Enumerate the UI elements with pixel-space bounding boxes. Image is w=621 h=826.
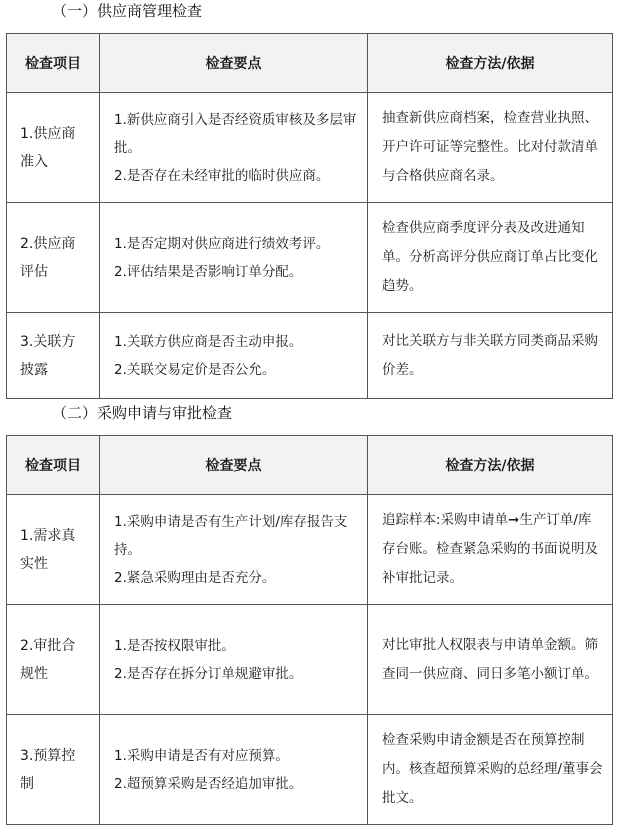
table-row: [7, 93, 613, 203]
method-cell: 对比审批人权限表与申请单金额。筛查同一供应商、同日多笔小额订单。: [368, 605, 613, 715]
method-cell: 检查供应商季度评分表及改进通知单。分析高评分供应商订单占比变化趋势。: [368, 203, 613, 313]
method-cell: 检查采购申请金额是否在预算控制内。核查超预算采购的总经理/董事会批文。: [368, 715, 613, 825]
point-line: 2.是否存在拆分订单规避审批。: [114, 665, 303, 682]
point-line: 1.采购申请是否有对应预算。: [114, 747, 289, 764]
header-method: 检查方法/依据: [368, 34, 613, 93]
header-item: 检查项目: [7, 34, 100, 93]
point-line: 2.紧急采购理由是否充分。: [114, 569, 276, 586]
item-cell: 3.关联方披露: [7, 313, 100, 399]
item-cell: 1.供应商准入: [7, 93, 100, 203]
header-points: 检查要点: [100, 436, 368, 495]
header-points: 检查要点: [100, 34, 368, 93]
point-line: 1.新供应商引入是否经资质审核及多层审批。: [114, 111, 357, 156]
table-header-row: [7, 34, 613, 93]
points-cell: [100, 605, 368, 715]
table-row: [7, 203, 613, 313]
purchase-check-table: [6, 435, 613, 825]
table-row: [7, 495, 613, 605]
header-method: 检查方法/依据: [368, 436, 613, 495]
points-cell: [100, 93, 368, 203]
section-title-2: （二）采购申请与审批检查: [52, 404, 233, 422]
method-cell: 追踪样本:采购申请单➞生产订单/库存台账。检查紧急采购的书面说明及补审批记录。: [368, 495, 613, 605]
header-item: 检查项目: [7, 436, 100, 495]
point-line: 2.超预算采购是否经追加审批。: [114, 775, 303, 792]
point-line: 1.是否按权限审批。: [114, 637, 235, 654]
section-title-1: （一）供应商管理检查: [52, 2, 203, 20]
points-cell: [100, 495, 368, 605]
table-row: [7, 605, 613, 715]
point-line: 1.采购申请是否有生产计划/库存报告支持。: [114, 513, 348, 558]
item-cell: 1.需求真实性: [7, 495, 100, 605]
item-cell: 2.供应商评估: [7, 203, 100, 313]
point-line: 2.关联交易定价是否公允。: [114, 361, 276, 378]
item-cell: 3.预算控制: [7, 715, 100, 825]
point-line: 1.关联方供应商是否主动申报。: [114, 333, 303, 350]
points-cell: [100, 203, 368, 313]
table-row: [7, 313, 613, 399]
supplier-check-table: [6, 33, 613, 399]
table-row: [7, 715, 613, 825]
point-line: 1.是否定期对供应商进行绩效考评。: [114, 235, 330, 252]
points-cell: [100, 313, 368, 399]
item-cell: 2.审批合规性: [7, 605, 100, 715]
method-cell: 对比关联方与非关联方同类商品采购价差。: [368, 313, 613, 399]
point-line: 2.评估结果是否影响订单分配。: [114, 263, 303, 280]
points-cell: [100, 715, 368, 825]
table-header-row: [7, 436, 613, 495]
point-line: 2.是否存在未经审批的临时供应商。: [114, 167, 330, 184]
method-cell: 抽查新供应商档案，检查营业执照、开户许可证等完整性。比对付款清单与合格供应商名录。: [368, 93, 613, 203]
